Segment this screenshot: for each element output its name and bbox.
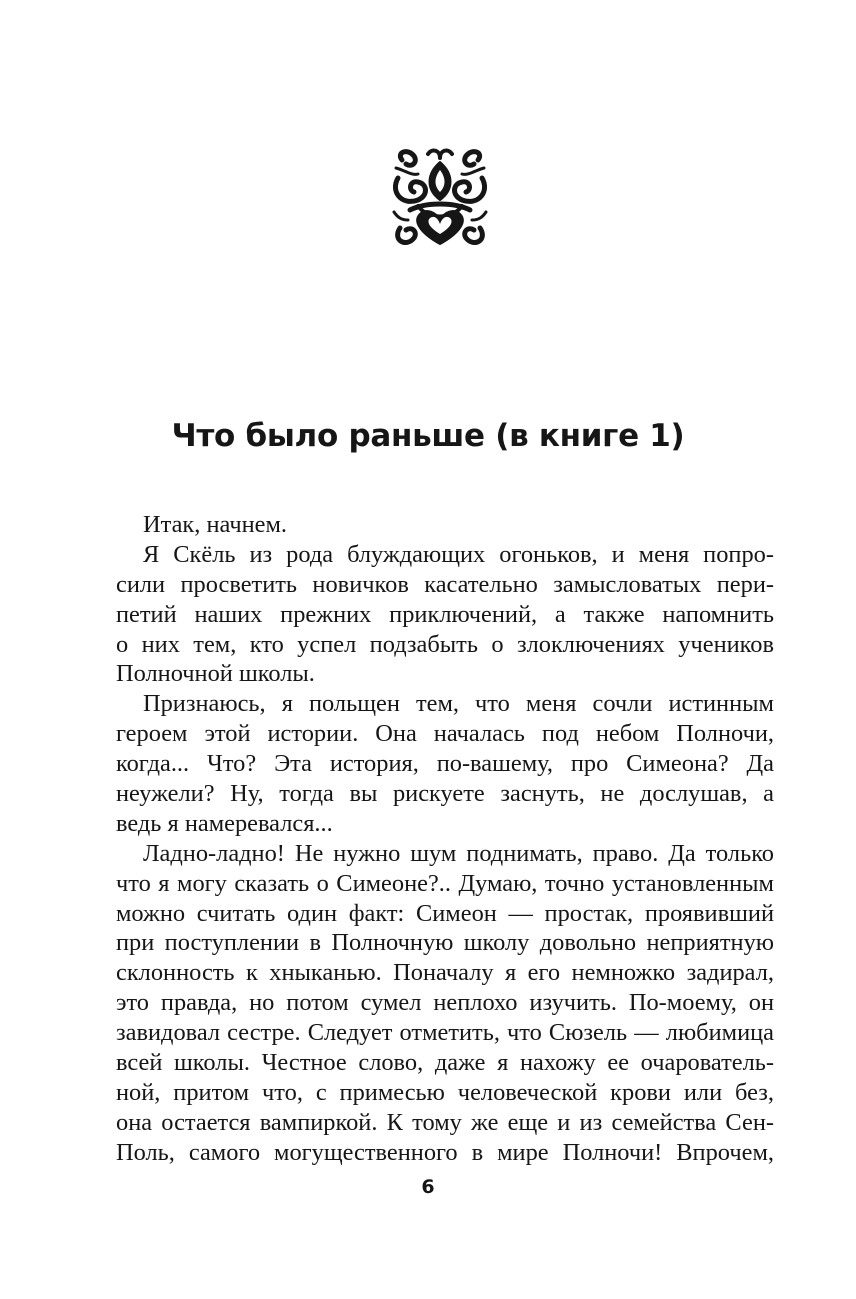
text-line: всей школы. Честное слово, даже я нахожу ее очарователь- (116, 1049, 774, 1077)
body-text (116, 510, 774, 1168)
text-line: завидовал сестре. Следует отметить, что Сюзель — любимица (116, 1019, 774, 1047)
text-line: что я могу сказать о Симеоне?.. Думаю, точно установленным (116, 869, 774, 897)
text-line: это правда, но потом сумел неплохо изучить. По-моему, он (116, 989, 774, 1017)
text-line: можно считать один факт: Симеон — простак, проявивший (116, 899, 774, 927)
text-line: ной, притом что, с примесью человеческой крови или без, (116, 1078, 774, 1106)
text-line: при поступлении в Полночную школу довольно неприятную (116, 929, 774, 957)
text-line: сили просветить новичков касательно замысловатых пери- (116, 570, 774, 598)
text-line: склонность к хныканью. Поначалу я его немножко задирал, (116, 959, 774, 987)
decorative-vignette-icon (388, 148, 492, 248)
chapter-title: Что было раньше (в книге 1) (171, 418, 685, 454)
text-line: Полночной школы. (116, 660, 315, 688)
text-line: о них тем, кто успел подзабыть о злоключениях учеников (116, 630, 774, 658)
text-line: Признаюсь, я польщен тем, что меня сочли истинным (143, 690, 774, 718)
text-line: Поль, самого могущественного в мире Полночи! Впрочем, (116, 1138, 774, 1166)
page-number: 6 (421, 1176, 435, 1198)
ornament-vignette (388, 148, 492, 248)
text-line: Итак, начнем. (143, 511, 288, 538)
text-line: когда... Что? Эта история, по-вашему, про Симеона? Да (116, 750, 774, 778)
text-line: Я Скёль из рода блуждающих огоньков, и меня попро- (143, 540, 774, 568)
text-line: ведь я намеревался... (116, 809, 333, 837)
text-line: петий наших прежних приключений, а также напомнить (116, 600, 774, 628)
text-line: неужели? Ну, тогда вы рискуете заснуть, не дослушав, а (116, 780, 774, 808)
text-line: Ладно-ладно! Не нужно шум поднимать, право. Да только (143, 839, 774, 867)
text-line: героем этой истории. Она началась под небом Полночи, (116, 720, 774, 748)
text-line: она остается вампиркой. К тому же еще и из семейства Сен- (116, 1108, 774, 1136)
